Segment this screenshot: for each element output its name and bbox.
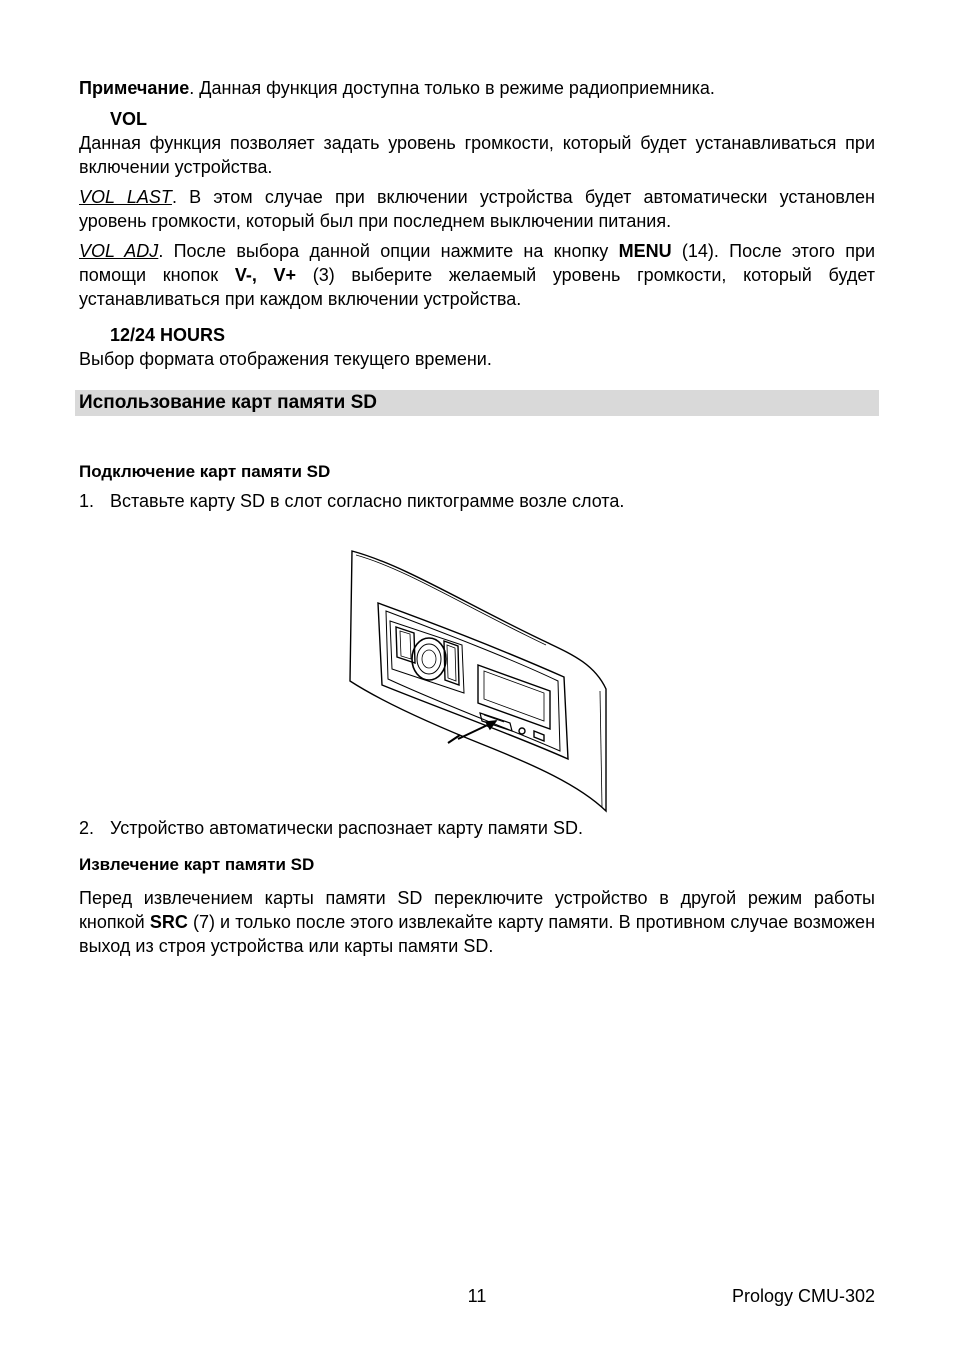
connect-step-1	[79, 489, 875, 513]
vol-adj-text-3: (3) выберите желаемый уровень громкости, который будет устанавливаться при каждом включении устройства.	[79, 265, 876, 309]
car-radio-sd-slot-illustration	[344, 545, 610, 815]
hours-heading: 12/24 HOURS	[110, 325, 226, 345]
vol-adj-text-1: . После выбора данной опции нажмите на кнопку	[158, 241, 619, 261]
vol-last-paragraph	[79, 185, 875, 233]
volume-buttons-ref: V-, V+	[234, 265, 297, 285]
vol-description: Данная функция позволяет задать уровень громкости, который будет устанавливаться при включении устройства.	[79, 133, 875, 177]
vol-heading: VOL	[110, 109, 148, 129]
note-text: . Данная функция доступна только в режиме радиоприемника.	[189, 78, 715, 98]
eject-text-2: (7) и только после этого извлекайте карту памяти. В противном случае возможен выход из строя устройства или карты памяти SD.	[79, 912, 876, 956]
vol-adj-label: VOL ADJ	[79, 241, 159, 261]
vol-last-label: VOL LAST	[79, 187, 172, 207]
document-body	[79, 76, 875, 964]
vol-adj-text-2: (14). После этого при помощи кнопок	[79, 241, 876, 285]
note-paragraph	[79, 76, 875, 100]
eject-text-1: Перед извлечением карты памяти SD переключите устройство в другой режим работы кнопкой	[79, 888, 875, 932]
menu-button-ref: MENU	[618, 241, 672, 261]
step-text: Устройство автоматически распознает карту памяти SD.	[110, 818, 583, 838]
src-button-ref: SRC	[149, 912, 188, 932]
step-text: Вставьте карту SD в слот согласно пиктограмме возле слота.	[110, 491, 625, 511]
eject-paragraph	[79, 886, 875, 958]
hours-description: Выбор формата отображения текущего времени.	[79, 349, 492, 369]
page-number: 11	[467, 1286, 487, 1306]
step-number: 2.	[79, 818, 95, 838]
vol-last-text: . В этом случае при включении устройства будет автоматически установлен уровень громкости, который был при последнем выключении питания.	[79, 187, 875, 231]
note-label: Примечание	[79, 78, 190, 98]
connect-heading: Подключение карт памяти SD	[79, 462, 331, 481]
vol-adj-paragraph	[79, 239, 875, 311]
section-title: Использование карт памяти SD	[75, 390, 879, 416]
car-radio-icon	[344, 545, 610, 815]
footer-brand: Prology CMU-302	[731, 1286, 875, 1306]
connect-step-2	[79, 816, 875, 840]
step-number: 1.	[79, 491, 95, 511]
eject-heading: Извлечение карт памяти SD	[79, 855, 315, 874]
